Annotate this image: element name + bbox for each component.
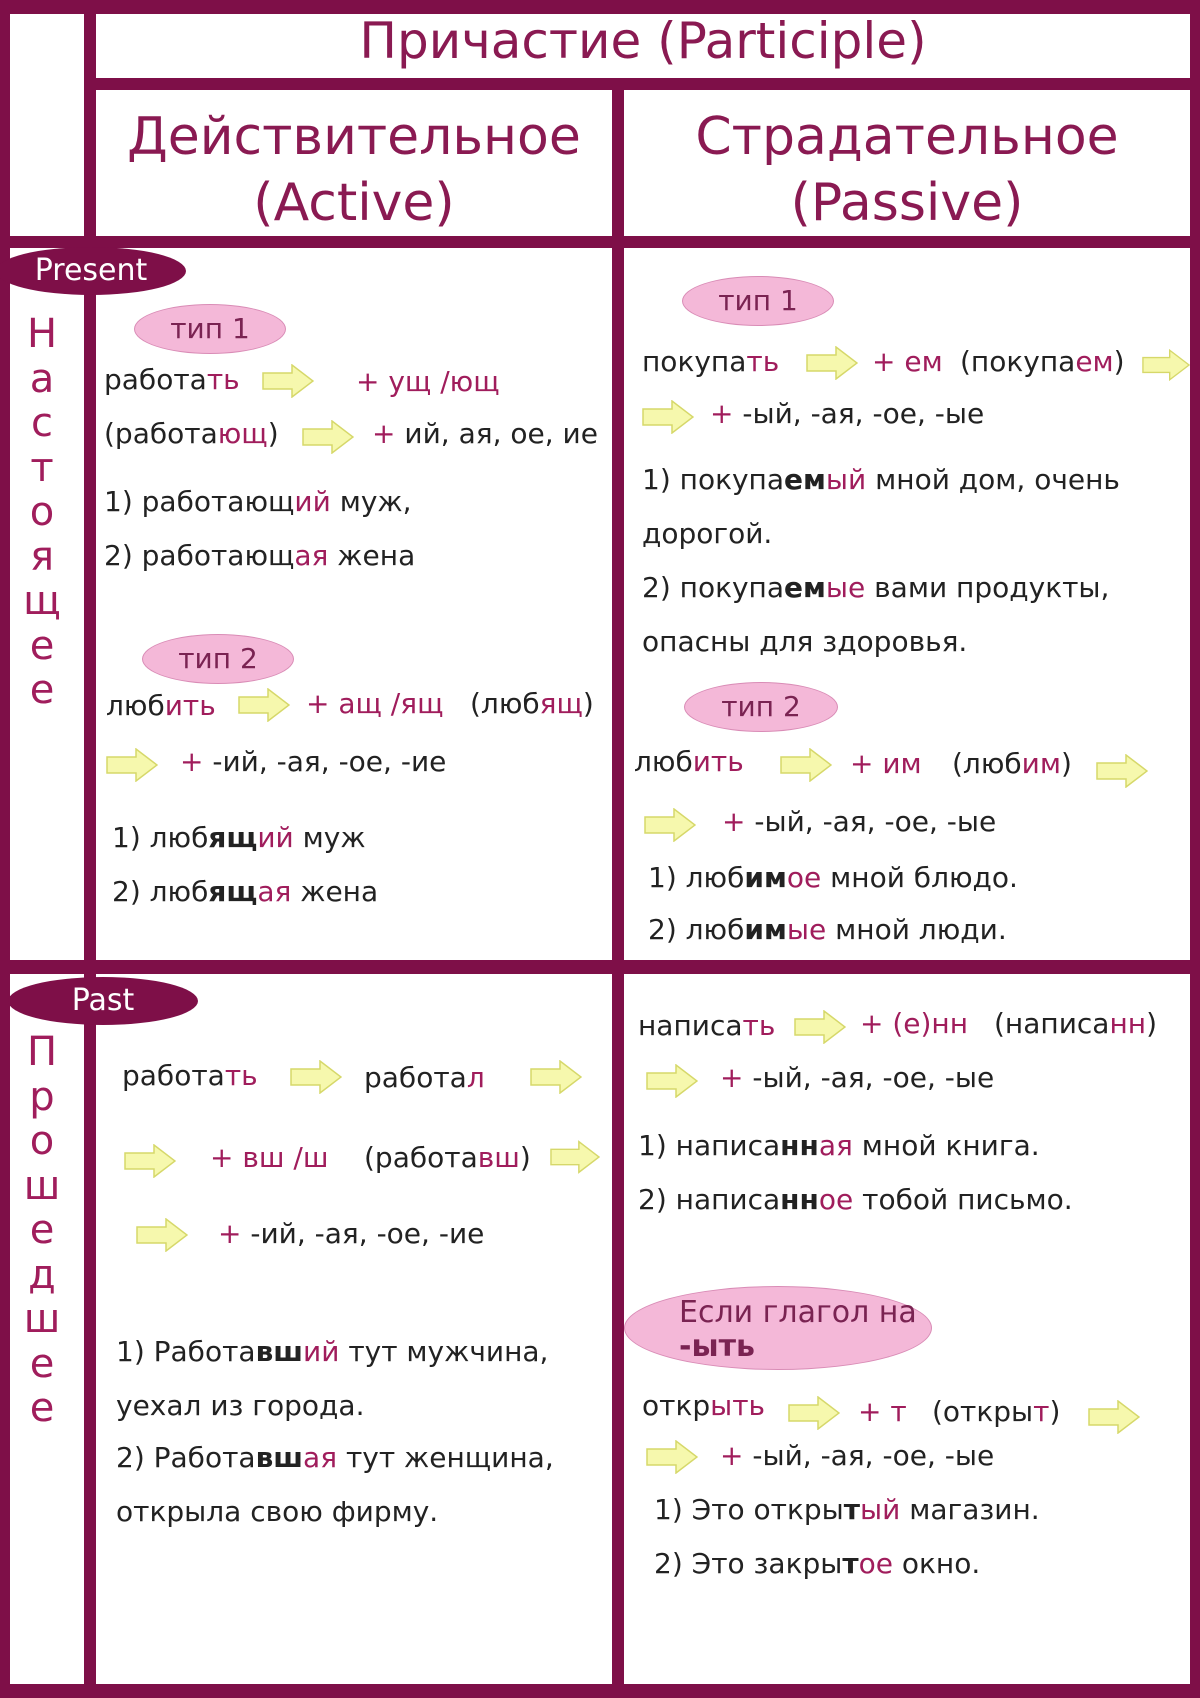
- example-2-cont: опасны для здоровья.: [642, 625, 968, 658]
- example-1: 1) Работавший тут мужчина,: [116, 1335, 549, 1368]
- verb-line: открыть: [642, 1389, 766, 1422]
- arrow-icon: [646, 1064, 698, 1098]
- present-vertical-label: Н а с т о я щ е е: [23, 311, 61, 713]
- example-3: 1) Это открытый магазин.: [654, 1493, 1040, 1526]
- stem-example: (написанн): [994, 1007, 1158, 1040]
- active-header-en: (Active): [253, 173, 455, 233]
- arrow-icon: [106, 748, 158, 782]
- ending-rule: + ий, ая, ое, ие: [372, 417, 598, 450]
- example-2: 2) работающая жена: [104, 539, 416, 572]
- example-3: 1) любимое мной блюдо.: [648, 861, 1018, 894]
- example-3: 1) любящий муж: [112, 821, 366, 854]
- arrow-icon: [302, 420, 354, 454]
- page-title: Причастие (Participle): [359, 12, 927, 70]
- passive-header: [624, 104, 1190, 236]
- verb-line: любить: [634, 745, 744, 778]
- arrow-icon: [290, 1060, 342, 1094]
- example-2-cont: открыла свою фирму.: [116, 1495, 439, 1528]
- example-1-cont: дорогой.: [642, 517, 773, 550]
- verb-line: работать: [122, 1059, 258, 1092]
- arrow-icon: [642, 400, 694, 434]
- present-tag: Present: [0, 247, 186, 295]
- suffix-rule: + им: [850, 747, 922, 780]
- ending-rule: + -ый, -ая, -ое, -ые: [710, 397, 985, 430]
- arrow-icon: [806, 346, 858, 380]
- suffix-rule: + вш /ш: [210, 1141, 329, 1174]
- stem-example: (работавш): [364, 1141, 531, 1174]
- arrow-icon: [262, 364, 314, 398]
- example-4: 2) любящая жена: [112, 875, 379, 908]
- stem-example: (любящ): [470, 687, 594, 720]
- verb-line: любить: [106, 689, 216, 722]
- example-2: 2) Работавшая тут женщина,: [116, 1441, 554, 1474]
- past-tag: Past: [8, 977, 198, 1025]
- passive-header-en: (Passive): [790, 173, 1024, 233]
- arrow-icon: [530, 1060, 582, 1094]
- arrow-icon: [550, 1140, 600, 1174]
- example-4: 2) любимые мной люди.: [648, 913, 1007, 946]
- arrow-icon: [794, 1010, 846, 1044]
- arrow-icon: [136, 1218, 188, 1252]
- example-2: 2) покупаемые вами продукты,: [642, 571, 1110, 604]
- ending-rule: + -ый, -ая, -ое, -ые: [720, 1439, 995, 1472]
- active-header: [96, 104, 612, 236]
- arrow-icon: [1142, 348, 1190, 382]
- stem-example: (любим): [952, 747, 1072, 780]
- example-1: 1) работающий муж,: [104, 485, 412, 518]
- verb-line: написать: [638, 1009, 776, 1042]
- stem-example: (покупаем): [960, 345, 1125, 378]
- arrow-icon: [238, 688, 290, 722]
- past-form: работал: [364, 1061, 485, 1094]
- ending-rule: + -ый, -ая, -ое, -ые: [722, 805, 997, 838]
- example-2: 2) написанное тобой письмо.: [638, 1183, 1073, 1216]
- type2-badge: тип 2: [684, 682, 838, 732]
- arrow-icon: [780, 748, 832, 782]
- example-1-cont: уехал из города.: [116, 1389, 365, 1422]
- example-1: 1) написанная мной книга.: [638, 1129, 1040, 1162]
- example-4: 2) Это закрытое окно.: [654, 1547, 981, 1580]
- stem-example: (открыт): [932, 1395, 1061, 1428]
- arrow-icon: [788, 1396, 840, 1430]
- suffix-rule: + ем: [872, 345, 943, 378]
- suffix-rule: + т: [858, 1395, 907, 1428]
- verb-line: работать: [104, 363, 240, 396]
- arrow-icon: [646, 1440, 698, 1474]
- verb-line: покупать: [642, 345, 780, 378]
- past-vertical-label: П р о ш е д ш е е: [23, 1029, 61, 1431]
- passive-header-ru: Страдательное: [695, 107, 1119, 167]
- example-1: 1) покупаемый мной дом, очень: [642, 463, 1120, 496]
- ending-rule: + -ий, -ая, -ое, -ие: [218, 1217, 485, 1250]
- type1-badge: тип 1: [682, 276, 834, 326]
- arrow-icon: [644, 808, 696, 842]
- type2-badge: тип 2: [142, 634, 294, 684]
- stem-example: (работающ): [104, 417, 279, 450]
- arrow-icon: [1096, 754, 1148, 788]
- type1-badge: тип 1: [134, 304, 286, 354]
- suffix-rule: + (е)нн: [860, 1007, 969, 1040]
- suffix-rule: + ущ /ющ: [356, 365, 500, 398]
- active-header-ru: Действительное: [127, 107, 581, 167]
- ending-rule: + -ий, -ая, -ое, -ие: [180, 745, 447, 778]
- note-badge: Если глагол на -ыть: [624, 1286, 932, 1370]
- ending-rule: + -ый, -ая, -ое, -ые: [720, 1061, 995, 1094]
- arrow-icon: [124, 1144, 176, 1178]
- suffix-rule: + ащ /ящ: [306, 687, 444, 720]
- arrow-icon: [1088, 1400, 1140, 1434]
